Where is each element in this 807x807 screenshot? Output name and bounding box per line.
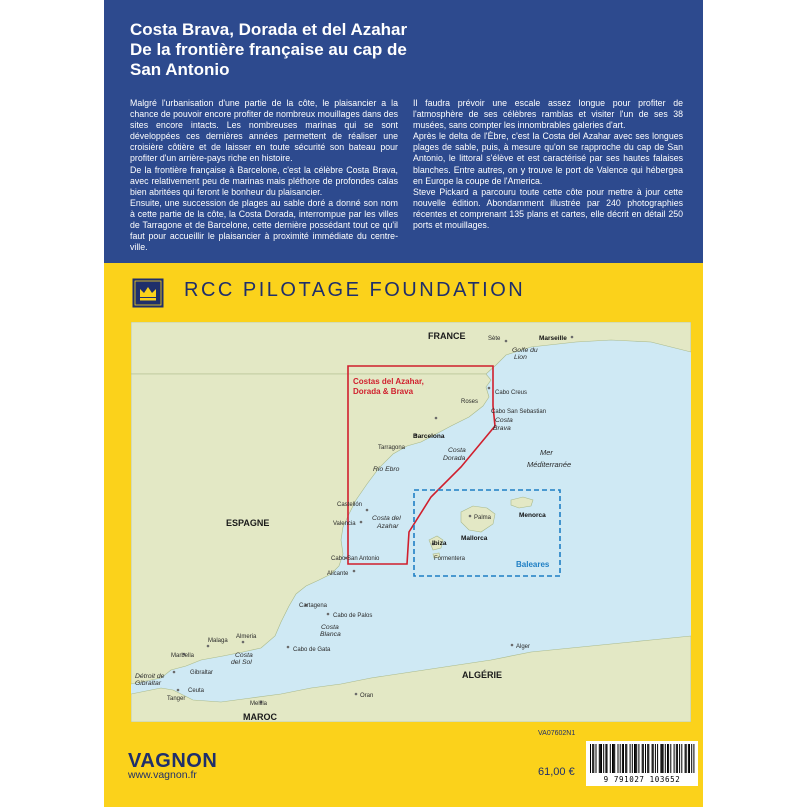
label-marseille: Marseille: [539, 335, 567, 342]
price: 61,00 €: [538, 766, 575, 778]
label-alger: Alger: [516, 644, 531, 650]
label-tarragona: Tarragona: [378, 445, 406, 451]
label-costa-blanca-1: Costa: [321, 624, 339, 631]
label-cabo-creus: Cabo Creus: [495, 390, 528, 396]
label-cabo-de-palos: Cabo de Palos: [333, 613, 373, 619]
barcode-bars: [586, 741, 698, 775]
label-golfe-du-lion-1: Golfe du: [512, 347, 538, 354]
label-france: FRANCE: [428, 331, 466, 341]
book-back-cover: [104, 0, 703, 807]
description-paragraph: Malgré l'urbanisation d'une partie de la côte, le plaisancier a la chance de pouvoir encore profiter de nombreux mouillages dans des sites encore intacts. Les nombreuses marinas qui se sont développées ces dernières années permettent de réaliser une croisière côtière et de laisser en toute sécurité son bateau pour profiter d'un arrière-pays riche en histoire.: [130, 98, 398, 164]
label-tanger: Tanger: [167, 696, 186, 702]
description-paragraph: Il faudra prévoir une escale assez longue pour profiter de l'atmosphère de ses célèbres ramblas et visiter l'un de ses 38 musées, sans compter les innombrables galeries d'art.: [413, 98, 683, 131]
label-costa-brava-2: Brava: [493, 425, 511, 432]
label-marbella: Marbella: [171, 653, 195, 659]
description-column-right: [413, 98, 683, 231]
title-line-2: De la frontière française au cap de: [130, 40, 407, 59]
label-costa-azahar-2: Azahar: [377, 523, 399, 530]
description-column-left: [130, 98, 398, 253]
label-palma: Palma: [474, 515, 492, 521]
label-costa-dorada-2: Dorada: [443, 455, 466, 462]
label-ceuta: Ceuta: [188, 688, 205, 694]
description-paragraph: De la frontière française à Barcelone, c'est la célèbre Costa Brava, avec relativement peu de marinas mais pléthore de profondes calas bien abritées qui feront le bonheur du plaisancier.: [130, 164, 398, 197]
label-maroc: MAROC: [243, 712, 277, 722]
label-route-1: Costas del Azahar,: [353, 377, 424, 386]
label-sea-2: Méditerranée: [527, 460, 572, 469]
label-cabo-san-sebastian: Cabo San Sebastian: [491, 409, 547, 415]
label-melilla: Melilla: [250, 701, 268, 707]
label-mallorca: Mallorca: [461, 535, 488, 542]
book-title: [130, 20, 430, 80]
crown-emblem-icon: [132, 278, 164, 308]
label-oran: Oran: [360, 693, 374, 699]
title-line-1: Costa Brava, Dorada et del Azahar: [130, 20, 408, 39]
label-gibraltar: Gibraltar: [190, 670, 214, 676]
label-costa-dorada-1: Costa: [448, 447, 466, 454]
label-detroit-2: Gibraltar: [135, 680, 162, 687]
label-costa-del-sol-2: del Sol: [231, 659, 252, 666]
label-costa-brava-1: Costa: [495, 417, 513, 424]
label-espagne: ESPAGNE: [226, 518, 270, 528]
label-menorca: Menorca: [519, 512, 546, 519]
label-almeria: Almeria: [236, 634, 257, 640]
label-golfe-du-lion-2: Lion: [514, 354, 527, 361]
label-formentera: Formentera: [434, 556, 466, 562]
barcode-digits: 9 791027 103652: [603, 775, 681, 784]
label-alicante: Alicante: [327, 571, 349, 577]
publisher-logo: VAGNON: [128, 750, 218, 772]
label-roses: Roses: [461, 399, 479, 405]
label-baleares: Baleares: [516, 560, 550, 569]
coastal-map: [131, 322, 691, 722]
foundation-name: RCC PILOTAGE FOUNDATION: [184, 279, 526, 301]
label-rio-ebro: Rio Ebro: [373, 466, 400, 473]
label-malaga: Malaga: [208, 638, 228, 644]
label-costa-del-sol-1: Costa: [235, 652, 253, 659]
barcode: [586, 741, 698, 786]
label-sete: Sète: [488, 336, 501, 342]
reference-code: VA07602N1: [538, 730, 576, 737]
description-paragraph: Ensuite, une succession de plages au sable doré a donné son nom à cette partie de la côte, la Costa Dorada, interrompue par les villes de Tarragone et de Barcelone, cette dernière possédant tout ce qu'il faut pour accueillir le plaisancier à proximité immédiate du centre-ville.: [130, 197, 398, 253]
label-costa-azahar-1: Costa del: [372, 515, 401, 522]
title-line-3: San Antonio: [130, 60, 230, 79]
label-cabo-de-gata: Cabo de Gata: [293, 647, 331, 653]
label-castellon: Castellón: [337, 502, 363, 508]
description-paragraph: Steve Pickard a parcouru toute cette côte pour mettre à jour cette nouvelle édition. Abondamment illustrée par 240 photographies récentes et comprenant 135 plans et cartes, elle décrit en détail 250 ports et mouillages.: [413, 186, 683, 231]
label-algerie: ALGÉRIE: [462, 670, 503, 680]
label-ibiza: Ibiza: [432, 540, 447, 547]
label-valencia: Valencia: [333, 521, 356, 527]
label-route-2: Dorada & Brava: [353, 387, 414, 396]
publisher-url[interactable]: www.vagnon.fr: [128, 769, 197, 781]
label-sea-1: Mer: [540, 448, 553, 457]
label-cabo-san-antonio: Cabo San Antonio: [331, 556, 380, 562]
label-cartagena: Cartagena: [299, 603, 328, 609]
description-panel: [104, 0, 703, 263]
label-barcelona: Barcelona: [413, 433, 445, 440]
description-paragraph: Après le delta de l'Èbre, c'est la Costa del Azahar avec ses longues plages de sable, puis, à mesure qu'on se rapproche du cap de San Antonio, le littoral s'élève et est caractérisé par ses hautes falaises blanches. Entre autres, on y trouve le port de Valence qui hébergea en Europe la coupe de l'America.: [413, 131, 683, 186]
label-costa-blanca-2: Blanca: [320, 631, 341, 638]
label-detroit-1: Détroit de: [135, 673, 165, 680]
